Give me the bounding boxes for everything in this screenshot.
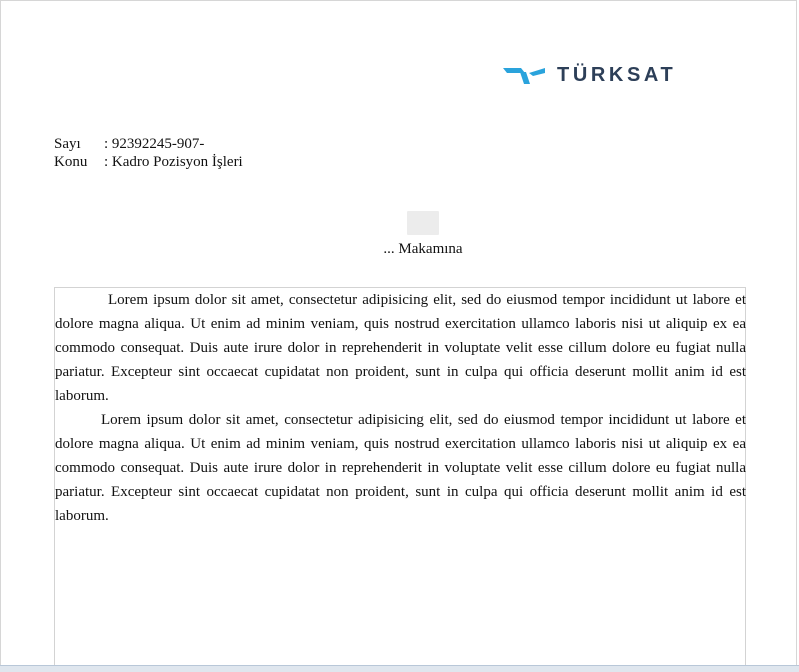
konu-label: Konu xyxy=(54,154,88,170)
body-text[interactable] xyxy=(55,288,746,528)
recipient-placeholder-field[interactable] xyxy=(407,211,439,235)
konu-value: : Kadro Pozisyon İşleri xyxy=(104,154,243,170)
meta-row-konu xyxy=(54,153,243,171)
turksat-logo-mark-icon xyxy=(503,64,547,86)
sayi-value: : 92392245-907- xyxy=(104,136,205,152)
document-meta xyxy=(54,135,243,171)
body-paragraph-1: Lorem ipsum dolor sit amet, consectetur adipisicing elit, sed do eiusmod tempor incididunt ut labore et dolore magna aliqua. Ut enim ad minim veniam, quis nostrud exercitation ullamco laboris nisi ut aliquip ex ea commodo consequat. Duis aute irure dolor in reprehenderit in voluptate velit esse cillum dolore eu fugiat nulla pariatur. Excepteur sint occaecat cupidatat non proident, sunt in culpa qui officia deserunt mollit anim id est laborum. xyxy=(55,292,746,404)
recipient-line: ... Makamına xyxy=(383,241,463,257)
meta-row-sayi xyxy=(54,135,243,153)
logo-wordmark: TÜRKSAT xyxy=(557,64,677,86)
sayi-label: Sayı xyxy=(54,136,81,152)
body-paragraph-2: Lorem ipsum dolor sit amet, consectetur adipisicing elit, sed do eiusmod tempor incididunt ut labore et dolore magna aliqua. Ut enim ad minim veniam, quis nostrud exercitation ullamco laboris nisi ut aliquip ex ea commodo consequat. Duis aute irure dolor in reprehenderit in voluptate velit esse cillum dolore eu fugiat nulla pariatur. Excepteur sint occaecat cupidatat non proident, sunt in culpa qui officia deserunt mollit anim id est laborum. xyxy=(55,412,746,524)
turksat-logo xyxy=(503,64,676,86)
window-bottom-edge xyxy=(0,665,799,672)
